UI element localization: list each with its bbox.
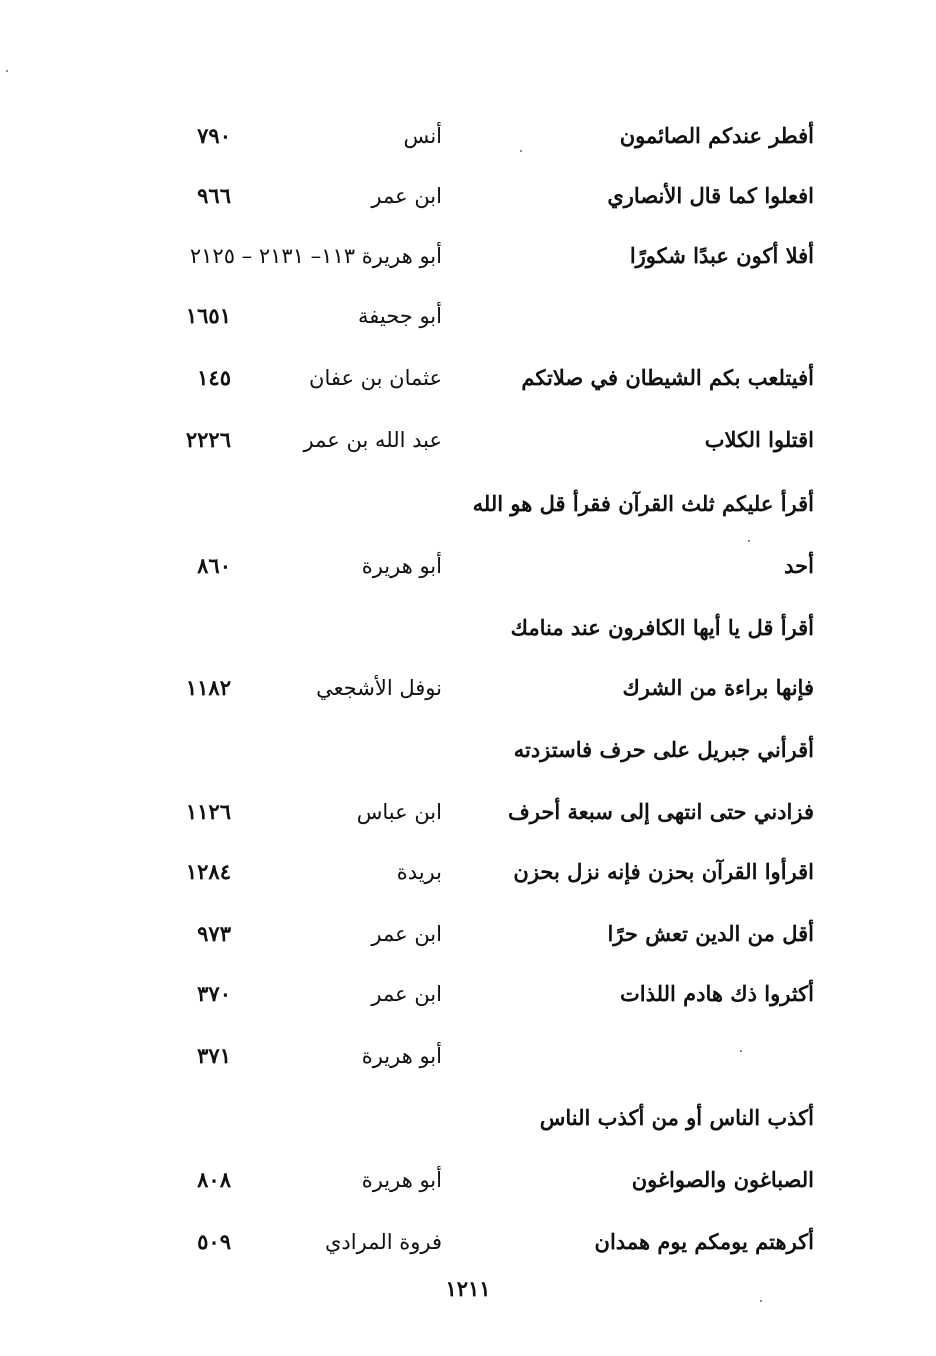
narrator-name: ابن عمر: [371, 922, 442, 946]
index-row: [0, 424, 936, 474]
hadith-number: ٧٩٠: [197, 123, 231, 148]
index-row: [0, 240, 936, 290]
index-row: [0, 362, 936, 412]
hadith-text: أحد: [784, 553, 814, 578]
hadith-text: أكذب الناس أو من أكذب الناس: [539, 1105, 814, 1130]
hadith-text: اقتلوا الكلاب: [704, 427, 814, 452]
hadith-text: فإنها براءة من الشرك: [622, 675, 814, 700]
hadith-text: أفيتلعب بكم الشيطان في صلاتكم: [521, 365, 814, 390]
index-row: [0, 120, 936, 170]
index-row: [0, 612, 936, 662]
index-row: [0, 734, 936, 784]
narrator-name: ابن عمر: [371, 184, 442, 208]
narrator-name: عثمان بن عفان: [309, 366, 442, 390]
index-row: [0, 1226, 936, 1276]
narrator-name: أبو هريرة: [361, 1044, 442, 1068]
index-row: [0, 918, 936, 968]
hadith-number: ١٦٥١: [185, 303, 231, 328]
index-row: [0, 856, 936, 906]
narrator-name: نوفل الأشجعي: [316, 676, 442, 700]
hadith-text: أكثروا ذك هادم اللذات: [620, 981, 814, 1006]
hadith-text: أفطر عندكم الصائمون: [619, 123, 814, 148]
hadith-number: ٨٦٠: [197, 553, 231, 578]
scan-speck: [6, 70, 8, 72]
scan-speck: [760, 1300, 762, 1302]
narrator-name: بريدة: [396, 860, 442, 884]
hadith-number: ٨٠٨: [197, 1167, 231, 1192]
index-row: [0, 1102, 936, 1152]
index-row: [0, 180, 936, 230]
index-row: [0, 978, 936, 1028]
hadith-text: أقرأ عليكم ثلث القرآن فقرأ قل هو الله: [472, 491, 814, 516]
hadith-number: ٣٧١: [197, 1043, 231, 1068]
hadith-text: أقرأني جبريل على حرف فاستزدته: [513, 737, 814, 762]
hadith-text: افعلوا كما قال الأنصاري: [607, 183, 814, 208]
scan-speck: [740, 1050, 742, 1052]
hadith-text: الصباغون والصواغون: [631, 1167, 814, 1192]
hadith-number: ٢٢٢٦: [185, 427, 231, 452]
narrator-name: ابن عباس: [356, 800, 442, 824]
scan-speck: [748, 540, 750, 542]
scan-speck: [520, 150, 522, 152]
index-row: [0, 1164, 936, 1214]
index-row: [0, 550, 936, 600]
index-row: [0, 672, 936, 722]
narrator-name: أبو هريرة ١١٣– ٢١٣١ – ٢١٢٥: [189, 244, 442, 268]
narrator-name: عبد الله بن عمر: [303, 428, 442, 452]
hadith-number: ٣٧٠: [197, 981, 231, 1006]
narrator-name: فروة المرادي: [324, 1230, 442, 1254]
hadith-number: ١٤٥: [197, 365, 231, 390]
hadith-number: ١١٢٦: [185, 799, 231, 824]
hadith-number: ٩٦٦: [197, 183, 231, 208]
page-number: ١٢١١: [445, 1276, 491, 1301]
hadith-text: أكرهتم يومكم يوم همدان: [594, 1229, 814, 1254]
hadith-text: فزادني حتى انتهى إلى سبعة أحرف: [508, 799, 814, 824]
narrator-name: أبو هريرة: [361, 1168, 442, 1192]
narrator-name: ابن عمر: [371, 982, 442, 1006]
hadith-number: ١١٨٢: [185, 675, 231, 700]
index-row: [0, 1040, 936, 1090]
hadith-text: اقرأوا القرآن بحزن فإنه نزل بحزن: [513, 859, 814, 884]
narrator-name: أبو هريرة: [361, 554, 442, 578]
hadith-number: ٩٧٣: [197, 921, 231, 946]
hadith-number: ٥٠٩: [197, 1229, 231, 1254]
hadith-text: أقرأ قل يا أيها الكافرون عند منامك: [510, 615, 814, 640]
index-row: [0, 300, 936, 350]
narrator-name: أبو جحيفة: [358, 304, 442, 328]
hadith-text: أقل من الدين تعش حرًا: [607, 921, 814, 946]
index-row: [0, 488, 936, 538]
hadith-text: أفلا أكون عبدًا شكورًا: [629, 243, 814, 268]
hadith-number: ١٢٨٤: [185, 859, 231, 884]
index-row: [0, 796, 936, 846]
narrator-name: أنس: [403, 124, 442, 148]
